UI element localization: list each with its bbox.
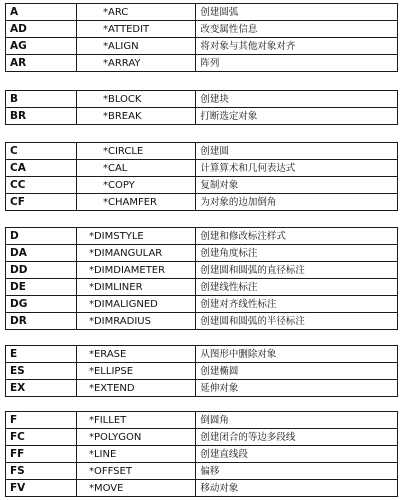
command-name: *DIMALIGNED [88, 298, 158, 310]
shortcut-abbr-cell: AG [6, 38, 77, 55]
command-name-cell [76, 296, 195, 313]
command-description-cell: 创建角度标注 [196, 245, 398, 262]
table-row [6, 91, 398, 108]
command-name-cell [76, 194, 195, 211]
table-row [6, 380, 398, 397]
command-name: *EXTEND [88, 382, 135, 394]
shortcut-abbr-cell: CA [6, 160, 77, 177]
command-description-cell: 延伸对象 [196, 380, 398, 397]
command-name: *ALIGN [102, 40, 139, 52]
table-row [6, 463, 398, 480]
table-row [6, 108, 398, 125]
command-name: *DIMRADIUS [88, 315, 151, 327]
shortcut-abbr-cell: DG [6, 296, 77, 313]
command-description-cell: 移动对象 [196, 480, 398, 497]
command-name-cell [76, 463, 195, 480]
command-name: *DIMSTYLE [88, 230, 144, 242]
shortcut-abbr-cell: DA [6, 245, 77, 262]
command-group-table [5, 142, 398, 211]
command-name-cell [76, 108, 195, 125]
command-name: *COPY [102, 179, 135, 191]
command-name: *ERASE [88, 348, 127, 360]
command-name: *ELLIPSE [88, 365, 134, 377]
command-name: *CAL [102, 162, 128, 174]
command-name: *OFFSET [88, 465, 132, 477]
shortcut-abbr-cell: C [6, 143, 77, 160]
command-name-cell [76, 21, 195, 38]
command-name-cell [76, 412, 195, 429]
command-group-table [5, 411, 398, 497]
command-description-cell: 创建圆弧 [196, 4, 398, 21]
command-name-cell [76, 313, 195, 330]
shortcut-abbr-cell: CC [6, 177, 77, 194]
command-name: *ARC [102, 6, 129, 18]
shortcut-abbr-cell: F [6, 412, 77, 429]
command-name-cell [76, 446, 195, 463]
shortcut-abbr-cell: A [6, 4, 77, 21]
command-description-cell: 创建椭圆 [196, 363, 398, 380]
shortcut-abbr-cell: E [6, 346, 77, 363]
table-row [6, 446, 398, 463]
command-description-cell: 倒圆角 [196, 412, 398, 429]
command-name-cell [76, 279, 195, 296]
command-name-cell [76, 363, 195, 380]
command-name: *ATTEDIT [102, 23, 150, 35]
command-description-cell: 为对象的边加倒角 [196, 194, 398, 211]
command-group-table [5, 227, 398, 330]
command-description-cell: 创建圆和圆弧的半径标注 [196, 313, 398, 330]
shortcut-abbr-cell: FF [6, 446, 77, 463]
command-description-cell: 将对象与其他对象对齐 [196, 38, 398, 55]
table-row [6, 346, 398, 363]
table-row [6, 21, 398, 38]
command-description-cell: 复制对象 [196, 177, 398, 194]
table-row [6, 279, 398, 296]
command-name: *BREAK [102, 110, 142, 122]
command-description-cell: 创建圆 [196, 143, 398, 160]
table-row [6, 480, 398, 497]
command-name: *DIMANGULAR [88, 247, 163, 259]
command-description-cell: 创建对齐线性标注 [196, 296, 398, 313]
command-name: *DIMLINER [88, 281, 143, 293]
command-name-cell [76, 245, 195, 262]
shortcut-abbr-cell: B [6, 91, 77, 108]
command-name-cell [76, 160, 195, 177]
command-group-table [5, 345, 398, 397]
command-description-cell: 计算算术和几何表达式 [196, 160, 398, 177]
shortcut-abbr-cell: ES [6, 363, 77, 380]
shortcut-abbr-cell: AD [6, 21, 77, 38]
shortcut-abbr-cell: EX [6, 380, 77, 397]
command-name: *DIMDIAMETER [88, 264, 166, 276]
command-name: *CHAMFER [102, 196, 157, 208]
command-group-table [5, 90, 398, 125]
table-row [6, 228, 398, 245]
command-description-cell: 创建和修改标注样式 [196, 228, 398, 245]
command-name: *LINE [88, 448, 117, 460]
table-row [6, 262, 398, 279]
command-name-cell [76, 143, 195, 160]
command-description-cell: 创建直线段 [196, 446, 398, 463]
command-name-cell [76, 262, 195, 279]
shortcut-abbr-cell: AR [6, 55, 77, 72]
command-description-cell: 阵列 [196, 55, 398, 72]
shortcut-abbr-cell: FV [6, 480, 77, 497]
command-name-cell [76, 38, 195, 55]
command-name-cell [76, 4, 195, 21]
table-row [6, 55, 398, 72]
shortcut-abbr-cell: DR [6, 313, 77, 330]
table-row [6, 296, 398, 313]
shortcut-abbr-cell: DD [6, 262, 77, 279]
command-group-table [5, 3, 398, 72]
command-description-cell: 创建线性标注 [196, 279, 398, 296]
command-name-cell [76, 480, 195, 497]
shortcut-abbr-cell: FS [6, 463, 77, 480]
table-row [6, 177, 398, 194]
table-row [6, 412, 398, 429]
command-name: *MOVE [88, 482, 124, 494]
command-name-cell [76, 228, 195, 245]
table-row [6, 160, 398, 177]
command-description-cell: 从图形中删除对象 [196, 346, 398, 363]
table-row [6, 38, 398, 55]
command-name-cell [76, 429, 195, 446]
command-name: *ARRAY [102, 57, 141, 69]
command-description-cell: 创建闭合的等边多段线 [196, 429, 398, 446]
table-row [6, 429, 398, 446]
table-row [6, 143, 398, 160]
command-description-cell: 偏移 [196, 463, 398, 480]
table-row [6, 245, 398, 262]
command-name: *POLYGON [88, 431, 142, 443]
command-name-cell [76, 55, 195, 72]
table-row [6, 363, 398, 380]
shortcut-abbr-cell: CF [6, 194, 77, 211]
command-description-cell: 创建块 [196, 91, 398, 108]
table-row [6, 313, 398, 330]
command-name: *FILLET [88, 414, 127, 426]
command-description-cell: 改变属性信息 [196, 21, 398, 38]
shortcut-abbr-cell: D [6, 228, 77, 245]
command-name: *CIRCLE [102, 145, 144, 157]
table-row [6, 194, 398, 211]
command-name-cell [76, 380, 195, 397]
command-name-cell [76, 91, 195, 108]
command-name: *BLOCK [102, 93, 142, 105]
command-name-cell [76, 346, 195, 363]
command-name-cell [76, 177, 195, 194]
table-row [6, 4, 398, 21]
shortcut-abbr-cell: BR [6, 108, 77, 125]
shortcut-abbr-cell: FC [6, 429, 77, 446]
command-description-cell: 创建圆和圆弧的直径标注 [196, 262, 398, 279]
command-description-cell: 打断选定对象 [196, 108, 398, 125]
shortcut-abbr-cell: DE [6, 279, 77, 296]
